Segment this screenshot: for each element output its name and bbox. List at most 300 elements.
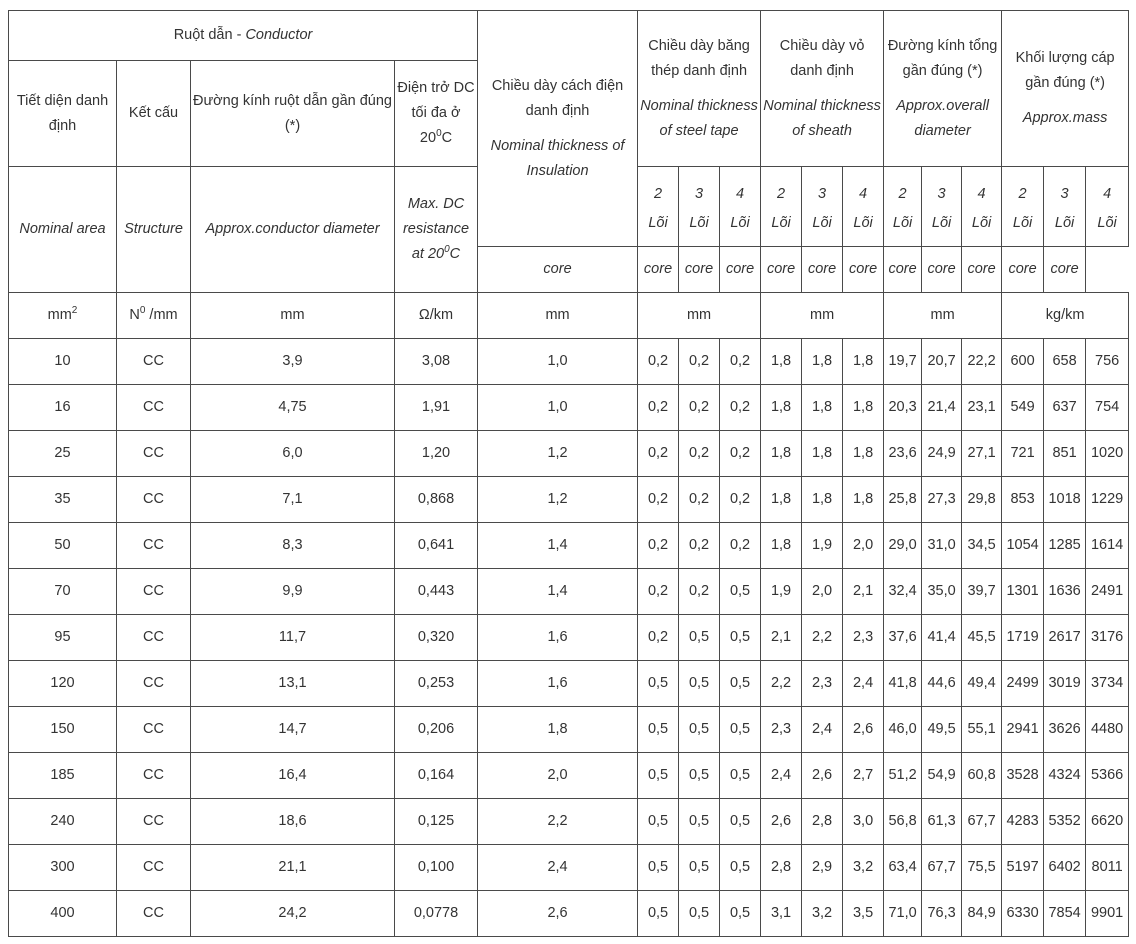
sheath-cell: 1,9 (761, 569, 802, 615)
core-label-vi: Lõi (1054, 215, 1075, 231)
mass-cell: 2941 (1002, 707, 1044, 753)
core-count: 4 (1103, 186, 1112, 202)
steel-tape-cell: 0,5 (679, 753, 720, 799)
mass-core-label-en: core (962, 247, 1002, 293)
mass-cell: 853 (1002, 477, 1044, 523)
mass-cell: 721 (1002, 431, 1044, 477)
mass-cell: 3176 (1086, 615, 1129, 661)
structure-unit: $N^0$ /mm (117, 293, 191, 339)
insulation-cell: 1,4 (478, 523, 638, 569)
mass-cell: 4480 (1086, 707, 1129, 753)
core-label-vi: Lõi (971, 215, 992, 231)
structure-cell: CC (117, 477, 191, 523)
structure-header: Kết cấu (117, 61, 191, 167)
core-count: 3 (818, 186, 827, 202)
steel-tape-cell: 0,5 (720, 753, 761, 799)
core-count: 4 (859, 186, 868, 202)
sheath-core-label-en: core (761, 247, 802, 293)
sheath-header: Chiều dày vỏ danh định Nominal thickness of sheath (761, 11, 884, 167)
nominal-area-cell: 300 (9, 845, 117, 891)
core-label-vi: Lõi (931, 215, 952, 231)
dc-resistance-cell: 0,868 (395, 477, 478, 523)
insulation-cell: 1,6 (478, 661, 638, 707)
units-row (9, 293, 1129, 339)
steel-tape-core-label-en: core (679, 247, 720, 293)
overall-diameter-cell: 37,6 (884, 615, 922, 661)
table-row (9, 523, 1129, 569)
mass-cell: 1614 (1086, 523, 1129, 569)
dc-resistance-cell: 0,100 (395, 845, 478, 891)
overall-diameter-cell: 45,5 (962, 615, 1002, 661)
mass-core-header (1044, 167, 1086, 247)
steel-tape-cell: 0,2 (679, 339, 720, 385)
insulation-cell: 2,4 (478, 845, 638, 891)
overall-diameter-cell: 63,4 (884, 845, 922, 891)
sheath-cell: 2,0 (802, 569, 843, 615)
mass-cell: 3528 (1002, 753, 1044, 799)
steel-tape-cell: 0,2 (638, 615, 679, 661)
dc-resistance-cell: 1,91 (395, 385, 478, 431)
sheath-cell: 1,8 (761, 477, 802, 523)
steel-tape-cell: 0,2 (638, 477, 679, 523)
steel-tape-cell: 0,2 (679, 431, 720, 477)
overall-diameter-cell: 60,8 (962, 753, 1002, 799)
core-label-vi: Lõi (853, 215, 873, 231)
overall-diameter-core-header (922, 167, 962, 247)
mass-cell: 2617 (1044, 615, 1086, 661)
overall-diameter-unit: mm (884, 293, 1002, 339)
sheath-cell: 2,8 (761, 845, 802, 891)
mass-cell: 7854 (1044, 891, 1086, 937)
mass-cell: 6330 (1002, 891, 1044, 937)
overall-diameter-cell: 19,7 (884, 339, 922, 385)
overall-diameter-cell: 21,4 (922, 385, 962, 431)
overall-diameter-cell: 29,8 (962, 477, 1002, 523)
insulation-cell: 1,4 (478, 569, 638, 615)
overall-diameter-cell: 76,3 (922, 891, 962, 937)
steel-tape-cell: 0,2 (638, 431, 679, 477)
nominal-area-header: Tiết diện danh định (9, 61, 117, 167)
steel-tape-cell: 0,2 (638, 385, 679, 431)
structure-cell: CC (117, 661, 191, 707)
overall-diameter-cell: 75,5 (962, 845, 1002, 891)
conductor-diameter-cell: 6,0 (191, 431, 395, 477)
dc-resistance-cell: 0,0778 (395, 891, 478, 937)
mass-core-header (1002, 167, 1044, 247)
sheath-cell: 1,8 (802, 477, 843, 523)
nominal-area-cell: 120 (9, 661, 117, 707)
insulation-cell: 2,0 (478, 753, 638, 799)
steel-tape-cell: 0,5 (720, 845, 761, 891)
conductor-diameter-header: Đường kính ruột dẫn gần đúng (*) (191, 61, 395, 167)
steel-tape-cell: 0,2 (638, 523, 679, 569)
sheath-core-label-en: core (720, 247, 761, 293)
core-count: 3 (937, 186, 946, 202)
sheath-cell: 2,3 (761, 707, 802, 753)
core-label-vi: Lõi (812, 215, 832, 231)
steel-tape-cell: 0,5 (638, 753, 679, 799)
mass-core-label-en: core (1002, 247, 1044, 293)
steel-tape-cell: 0,5 (720, 661, 761, 707)
insulation-cell: 1,0 (478, 339, 638, 385)
sheath-cell: 1,8 (761, 431, 802, 477)
overall-diameter-cell: 84,9 (962, 891, 1002, 937)
mass-cell: 1054 (1002, 523, 1044, 569)
core-label-vi: Lõi (730, 215, 750, 231)
mass-header: Khối lượng cáp gần đúng (*) Approx.mass (1002, 11, 1129, 167)
diameter-unit: mm (191, 293, 395, 339)
steel-tape-cell: 0,2 (720, 431, 761, 477)
insulation-header: Chiều dày cách điện danh định Nominal thickness of Insulation (478, 11, 638, 247)
steel-tape-cell: 0,2 (638, 569, 679, 615)
overall-diameter-cell: 61,3 (922, 799, 962, 845)
mass-cell: 9901 (1086, 891, 1129, 937)
sheath-cell: 1,8 (761, 523, 802, 569)
steel-tape-cell: 0,2 (679, 569, 720, 615)
steel-tape-cell: 0,5 (638, 661, 679, 707)
mass-cell: 6620 (1086, 799, 1129, 845)
structure-cell: CC (117, 385, 191, 431)
table-row (9, 615, 1129, 661)
dc-resistance-cell: 0,641 (395, 523, 478, 569)
sheath-cell: 1,8 (802, 385, 843, 431)
sheath-cell: 2,1 (761, 615, 802, 661)
core-label-vi: Lõi (1097, 215, 1117, 231)
structure-cell: CC (117, 569, 191, 615)
steel-tape-cell: 0,5 (638, 707, 679, 753)
header-row-1 (9, 11, 1129, 61)
mass-cell: 3626 (1044, 707, 1086, 753)
table-row (9, 431, 1129, 477)
mass-cell: 3734 (1086, 661, 1129, 707)
sheath-cell: 3,1 (761, 891, 802, 937)
steel-tape-cell: 0,2 (720, 339, 761, 385)
mass-cell: 600 (1002, 339, 1044, 385)
steel-tape-cell: 0,5 (638, 799, 679, 845)
sheath-cell: 1,8 (802, 431, 843, 477)
insulation-cell: 2,6 (478, 891, 638, 937)
mass-cell: 658 (1044, 339, 1086, 385)
mass-cell: 637 (1044, 385, 1086, 431)
steel-tape-header: Chiều dày băng thép danh định Nominal thickness of steel tape (638, 11, 761, 167)
conductor-diameter-cell: 9,9 (191, 569, 395, 615)
table-row (9, 891, 1129, 937)
overall-diameter-cell: 35,0 (922, 569, 962, 615)
overall-diameter-cell: 31,0 (922, 523, 962, 569)
core-count: 2 (653, 186, 663, 202)
conductor-diameter-cell: 24,2 (191, 891, 395, 937)
conductor-diameter-cell: 13,1 (191, 661, 395, 707)
sheath-cell: 2,2 (761, 661, 802, 707)
steel-tape-cell: 0,5 (679, 661, 720, 707)
dc-resistance-cell: 0,253 (395, 661, 478, 707)
sheath-cell: 2,2 (802, 615, 843, 661)
resistance-unit: Ω/km (395, 293, 478, 339)
sheath-cell: 1,8 (843, 339, 884, 385)
overall-diameter-cell: 56,8 (884, 799, 922, 845)
steel-tape-core-label-en: core (638, 247, 679, 293)
overall-diameter-cell: 29,0 (884, 523, 922, 569)
sheath-core-header (843, 167, 884, 247)
mass-cell: 5352 (1044, 799, 1086, 845)
mass-cell: 5197 (1002, 845, 1044, 891)
structure-cell: CC (117, 523, 191, 569)
mass-cell: 4324 (1044, 753, 1086, 799)
area-unit: $mm^2$ (9, 293, 117, 339)
core-label-vi: Lõi (892, 215, 913, 231)
structure-header-en: Structure (117, 167, 191, 293)
nominal-area-header-en: Nominal area (9, 167, 117, 293)
overall-diameter-core-header (884, 167, 922, 247)
overall-diameter-cell: 55,1 (962, 707, 1002, 753)
core-count: 3 (694, 186, 704, 202)
nominal-area-cell: 16 (9, 385, 117, 431)
insulation-cell: 1,6 (478, 615, 638, 661)
mass-cell: 1285 (1044, 523, 1086, 569)
nominal-area-cell: 25 (9, 431, 117, 477)
conductor-diameter-cell: 18,6 (191, 799, 395, 845)
table-row (9, 385, 1129, 431)
structure-cell: CC (117, 431, 191, 477)
steel-tape-cell: 0,2 (679, 477, 720, 523)
conductor-diameter-cell: 21,1 (191, 845, 395, 891)
table-row (9, 799, 1129, 845)
insulation-cell: 1,2 (478, 431, 638, 477)
conductor-diameter-cell: 3,9 (191, 339, 395, 385)
core-count: 2 (898, 186, 907, 202)
dc-resistance-header-en: Max. DC resistance at $20^0C$ (395, 167, 478, 293)
steel-tape-core-header (720, 167, 761, 247)
sheath-core-header (761, 167, 802, 247)
steel-tape-cell: 0,2 (720, 477, 761, 523)
table-row (9, 661, 1129, 707)
steel-tape-cell: 0,2 (679, 385, 720, 431)
nominal-area-cell: 150 (9, 707, 117, 753)
core-count: 4 (977, 186, 986, 202)
overall-diameter-cell: 23,6 (884, 431, 922, 477)
core-count: 2 (1018, 186, 1027, 202)
mass-cell: 2499 (1002, 661, 1044, 707)
sheath-cell: 1,8 (761, 385, 802, 431)
conductor-diameter-cell: 8,3 (191, 523, 395, 569)
dc-resistance-header: Điện trở DC tối đa ở $20^0C$ (395, 61, 478, 167)
insulation-cell: 1,0 (478, 385, 638, 431)
steel-tape-cell: 0,5 (638, 845, 679, 891)
sheath-core-label-en: core (802, 247, 843, 293)
sheath-cell: 3,5 (843, 891, 884, 937)
sheath-unit: mm (761, 293, 884, 339)
overall-diameter-cell: 49,4 (962, 661, 1002, 707)
sheath-cell: 1,8 (761, 339, 802, 385)
insulation-unit: mm (478, 293, 638, 339)
overall-diameter-cell: 49,5 (922, 707, 962, 753)
mass-cell: 1020 (1086, 431, 1129, 477)
structure-cell: CC (117, 707, 191, 753)
sheath-cell: 1,8 (843, 385, 884, 431)
conductor-diameter-cell: 7,1 (191, 477, 395, 523)
dc-resistance-cell: 0,125 (395, 799, 478, 845)
overall-diameter-header: Đường kính tổng gần đúng (*) Approx.overall diameter (884, 11, 1002, 167)
nominal-area-cell: 240 (9, 799, 117, 845)
sheath-cell: 1,8 (802, 339, 843, 385)
steel-tape-unit: mm (638, 293, 761, 339)
mass-unit: kg/km (1002, 293, 1129, 339)
mass-cell: 1229 (1086, 477, 1129, 523)
conductor-group-header: Ruột dẫn - Conductor (9, 11, 478, 61)
nominal-area-cell: 10 (9, 339, 117, 385)
overall-diameter-core-label-en: core (884, 247, 922, 293)
dc-resistance-cell: 0,320 (395, 615, 478, 661)
overall-diameter-core-header (962, 167, 1002, 247)
mass-cell: 2491 (1086, 569, 1129, 615)
steel-tape-cell: 0,5 (720, 707, 761, 753)
mass-cell: 4283 (1002, 799, 1044, 845)
mass-cell: 3019 (1044, 661, 1086, 707)
table-row (9, 707, 1129, 753)
steel-tape-cell: 0,5 (679, 845, 720, 891)
dc-resistance-cell: 0,206 (395, 707, 478, 753)
insulation-cell: 1,2 (478, 477, 638, 523)
structure-cell: CC (117, 615, 191, 661)
sheath-cell: 1,8 (843, 477, 884, 523)
overall-diameter-cell: 41,8 (884, 661, 922, 707)
mass-cell: 1719 (1002, 615, 1044, 661)
overall-diameter-cell: 34,5 (962, 523, 1002, 569)
overall-diameter-cell: 27,1 (962, 431, 1002, 477)
mass-core-header (1086, 167, 1129, 247)
overall-diameter-cell: 23,1 (962, 385, 1002, 431)
overall-diameter-cell: 54,9 (922, 753, 962, 799)
overall-diameter-core-label-en: core (843, 247, 884, 293)
conductor-diameter-cell: 11,7 (191, 615, 395, 661)
core-label-vi: Lõi (648, 215, 668, 231)
sheath-cell: 2,4 (843, 661, 884, 707)
insulation-cell: 1,8 (478, 707, 638, 753)
sheath-cell: 2,6 (761, 799, 802, 845)
overall-diameter-core-label-en: core (922, 247, 962, 293)
overall-diameter-cell: 67,7 (962, 799, 1002, 845)
sheath-cell: 2,1 (843, 569, 884, 615)
mass-cell: 5366 (1086, 753, 1129, 799)
mass-cell: 756 (1086, 339, 1129, 385)
sheath-cell: 2,6 (802, 753, 843, 799)
overall-diameter-cell: 22,2 (962, 339, 1002, 385)
steel-tape-cell: 0,5 (720, 569, 761, 615)
structure-cell: CC (117, 845, 191, 891)
sheath-cell: 3,0 (843, 799, 884, 845)
mass-cell: 8011 (1086, 845, 1129, 891)
mass-cell: 1301 (1002, 569, 1044, 615)
mass-core-label-en: core (1044, 247, 1086, 293)
steel-tape-cell: 0,5 (679, 707, 720, 753)
steel-tape-cell: 0,5 (720, 891, 761, 937)
core-count: 2 (777, 186, 786, 202)
sheath-cell: 2,7 (843, 753, 884, 799)
dc-resistance-cell: 0,443 (395, 569, 478, 615)
structure-cell: CC (117, 753, 191, 799)
overall-diameter-cell: 20,7 (922, 339, 962, 385)
sheath-cell: 2,9 (802, 845, 843, 891)
steel-tape-cell: 0,5 (679, 799, 720, 845)
steel-tape-cell: 0,5 (679, 891, 720, 937)
sheath-cell: 2,8 (802, 799, 843, 845)
sheath-cell: 3,2 (802, 891, 843, 937)
overall-diameter-cell: 44,6 (922, 661, 962, 707)
core-label-vi: Lõi (689, 215, 709, 231)
sheath-cell: 1,8 (843, 431, 884, 477)
nominal-area-cell: 50 (9, 523, 117, 569)
table-row (9, 339, 1129, 385)
structure-cell: CC (117, 891, 191, 937)
sheath-cell: 3,2 (843, 845, 884, 891)
conductor-diameter-cell: 4,75 (191, 385, 395, 431)
insulation-cell: 2,2 (478, 799, 638, 845)
cable-spec-table (8, 10, 1129, 937)
core-count: 3 (1060, 186, 1069, 202)
steel-tape-cell: 0,5 (679, 615, 720, 661)
sheath-cell: 2,6 (843, 707, 884, 753)
steel-tape-core-header (638, 167, 679, 247)
table-row (9, 845, 1129, 891)
overall-diameter-cell: 39,7 (962, 569, 1002, 615)
overall-diameter-cell: 41,4 (922, 615, 962, 661)
overall-diameter-cell: 32,4 (884, 569, 922, 615)
overall-diameter-cell: 25,8 (884, 477, 922, 523)
conductor-diameter-header-en: Approx.conductor diameter (191, 167, 395, 293)
nominal-area-cell: 35 (9, 477, 117, 523)
sheath-cell: 2,4 (761, 753, 802, 799)
dc-resistance-cell: 0,164 (395, 753, 478, 799)
mass-cell: 6402 (1044, 845, 1086, 891)
mass-cell: 851 (1044, 431, 1086, 477)
core-label-vi: Lõi (771, 215, 791, 231)
nominal-area-cell: 400 (9, 891, 117, 937)
steel-tape-cell: 0,2 (638, 339, 679, 385)
table-row (9, 477, 1129, 523)
core-label-vi: Lõi (1012, 215, 1033, 231)
nominal-area-cell: 95 (9, 615, 117, 661)
sheath-cell: 1,9 (802, 523, 843, 569)
steel-tape-core-label-en: core (478, 247, 638, 293)
core-count: 4 (736, 186, 745, 202)
overall-diameter-cell: 24,9 (922, 431, 962, 477)
conductor-diameter-cell: 14,7 (191, 707, 395, 753)
sheath-cell: 2,4 (802, 707, 843, 753)
mass-cell: 754 (1086, 385, 1129, 431)
conductor-diameter-cell: 16,4 (191, 753, 395, 799)
steel-tape-cell: 0,2 (679, 523, 720, 569)
steel-tape-cell: 0,2 (720, 523, 761, 569)
nominal-area-cell: 185 (9, 753, 117, 799)
sheath-cell: 2,3 (843, 615, 884, 661)
steel-tape-cell: 0,5 (638, 891, 679, 937)
overall-diameter-cell: 67,7 (922, 845, 962, 891)
overall-diameter-cell: 71,0 (884, 891, 922, 937)
structure-cell: CC (117, 799, 191, 845)
structure-cell: CC (117, 339, 191, 385)
mass-cell: 549 (1002, 385, 1044, 431)
mass-cell: 1018 (1044, 477, 1086, 523)
sheath-cell: 2,0 (843, 523, 884, 569)
steel-tape-cell: 0,5 (720, 799, 761, 845)
mass-cell: 1636 (1044, 569, 1086, 615)
table-row (9, 569, 1129, 615)
overall-diameter-cell: 27,3 (922, 477, 962, 523)
steel-tape-core-header (679, 167, 720, 247)
sheath-core-header (802, 167, 843, 247)
overall-diameter-cell: 51,2 (884, 753, 922, 799)
steel-tape-cell: 0,5 (720, 615, 761, 661)
